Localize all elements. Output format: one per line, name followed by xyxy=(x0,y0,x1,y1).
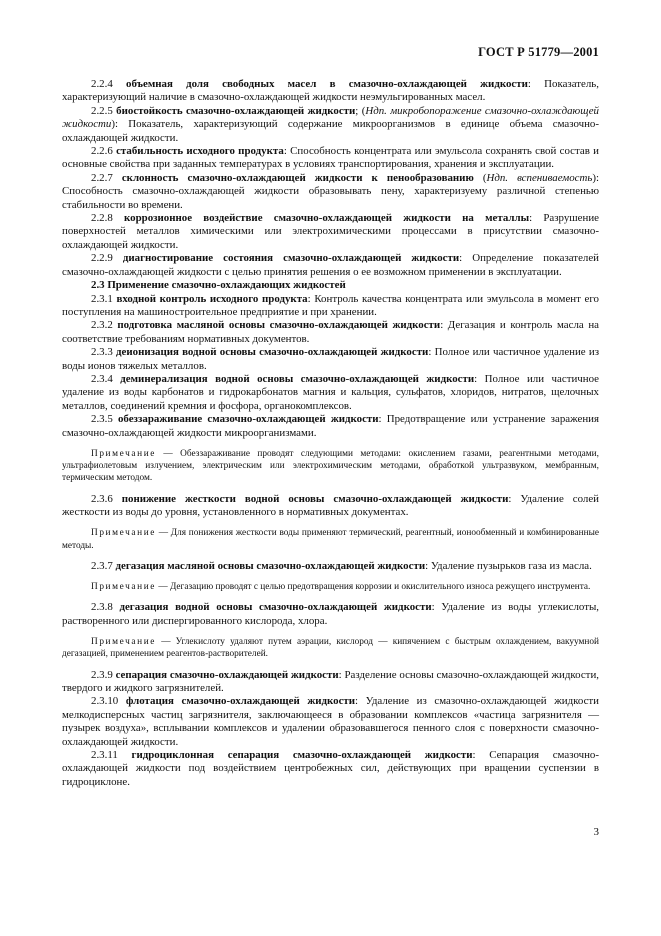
clause-number: 2.2.6 xyxy=(91,145,113,158)
clause-number: 2.2.9 xyxy=(91,252,113,265)
definition-paragraph xyxy=(62,413,599,440)
definition-text: : Удаление пузырьков газа из масла. xyxy=(425,559,592,572)
definition-paragraph xyxy=(62,695,599,749)
clause-number: 2.3.5 xyxy=(91,413,113,426)
note-paragraph xyxy=(62,448,599,485)
note-label: Примечание xyxy=(91,448,156,459)
term: деминерализация водной основы смазочно-охлаждающей жидкости xyxy=(120,372,475,385)
note-text: — Дегазацию проводят с целью предотвращения коррозии и окислительного износа режущего инструмента. xyxy=(156,582,591,593)
clause-number: 2.3.2 xyxy=(91,319,113,332)
term: подготовка масляной основы смазочно-охлаждающей жидкости xyxy=(117,319,441,332)
page-number: 3 xyxy=(593,826,599,838)
definition-paragraph xyxy=(62,212,599,252)
term: понижение жесткости водной основы смазочно-охлаждающей жидкости xyxy=(121,492,509,505)
clause-number: 2.3.9 xyxy=(91,668,113,681)
note-label: Примечание xyxy=(91,528,156,539)
definition-text: : Определение показателей смазочно-охлаждающей жидкости с целью принятия решения о ее возможном применении в эксплуатации. xyxy=(62,252,600,278)
term: коррозионное воздействие смазочно-охлаждающей жидкости на металлы xyxy=(124,212,530,225)
clause-number: 2.3.11 xyxy=(91,749,118,762)
term: входной контроль исходного продукта xyxy=(116,292,308,305)
definition-text: : Показатель, характеризующий наличие в смазочно-охлаждающей жидкости неэмульгированных масел. xyxy=(62,78,599,104)
note-label: Примечание xyxy=(91,637,156,648)
term: склонность смазочно-охлаждающей жидкости к пенообразованию xyxy=(121,171,474,184)
clause-number: 2.3.3 xyxy=(91,346,113,359)
definition-paragraph xyxy=(62,319,599,346)
document-header: ГОСТ Р 51779—2001 xyxy=(478,45,599,59)
definition-text: : Предотвращение или устранение заражения смазочно-охлаждающей жидкости микроорганизмами. xyxy=(62,413,599,439)
definition-paragraph xyxy=(62,172,599,212)
paren-open: ; ( xyxy=(355,104,366,117)
definition-text: : Полное или частичное удаление из воды карбонатов и гидрокарбонатов магния и кальция, сульфатов, хлоридов, нитратов, щелочных металлов, соединений кремния и фосфора, органокомплексов. xyxy=(62,372,600,412)
term: стабильность исходного продукта xyxy=(116,145,284,158)
clause-number: 2.3.6 xyxy=(91,492,113,505)
definition-text: : Полное или частичное удаление из воды ионов тяжелых металлов. xyxy=(62,346,599,372)
definition-text: : Удаление солей жесткости из воды до уровня, установленного в нормативных документах. xyxy=(62,492,599,518)
clause-number: 2.2.7 xyxy=(91,171,113,184)
definition-text: : Разрушение поверхностей металлов химическими или электрохимическими процессами в присутствии смазочно-охлаждающей жидкости. xyxy=(62,212,599,251)
definition-text: : Удаление из смазочно-охлаждающей жидкости мелкодисперсных частиц загрязнителя, заключающееся в образовании комплексов «частица загрязнителя — пузырек воздуха», всплывании комплексов и удалении образовавшегося пенного слоя с поверхности смазочно-охлаждающей жидкости. xyxy=(62,695,600,748)
clause-number: 2.2.8 xyxy=(91,212,113,225)
definition-paragraph xyxy=(62,78,599,105)
definition-paragraph xyxy=(62,346,599,373)
note-paragraph xyxy=(62,581,599,593)
clause-number: 2.3.10 xyxy=(91,695,119,708)
definition-text: : Дегазация и контроль масла на соответствие требованиям нормативных документов. xyxy=(62,319,599,345)
note-text: — Для понижения жесткости воды применяют термический, реагентный, ионообменный и комбинированные методы. xyxy=(62,528,599,551)
definition-paragraph xyxy=(62,669,599,696)
clause-number: 2.3.1 xyxy=(91,292,113,305)
clause-number: 2.3.7 xyxy=(91,559,113,572)
clause-number: 2.2.4 xyxy=(91,78,113,90)
definition-text: ): Способность смазочно-охлаждающей жидкости образовывать пену, характеризуему различной степенью стабильности во времени. xyxy=(62,171,599,211)
section-heading xyxy=(62,279,599,292)
definition-text: : Контроль качества концентрата или эмульсола в момент его поступления на машиностроительное предприятие и при хранении. xyxy=(62,292,600,318)
note-paragraph xyxy=(62,527,599,551)
definition-paragraph xyxy=(62,493,599,520)
definition-text: : Сепарация смазочно-охлаждающей жидкости под воздействием центробежных сил, действующих при вращении суспензии в гидроциклоне. xyxy=(62,749,599,788)
definition-paragraph xyxy=(62,373,599,413)
clause-number: 2.2.5 xyxy=(91,104,113,117)
term: диагностирование состояния смазочно-охлаждающей жидкости xyxy=(122,252,460,265)
definition-paragraph xyxy=(62,749,599,789)
term: деионизация водной основы смазочно-охлаждающей жидкости xyxy=(116,346,429,359)
note-label: Примечание xyxy=(91,582,156,593)
deprecated-term: Ндп. микробопоражение смазочно-охлаждающей жидкости xyxy=(62,104,599,131)
section-title: 2.3 Применение смазочно-охлаждающих жидкостей xyxy=(91,279,346,292)
term: объемная доля свободных масел в смазочно-охлаждающей жидкости xyxy=(126,78,528,90)
term: дегазация масляной основы смазочно-охлаждающей жидкости xyxy=(115,559,426,572)
definition-paragraph xyxy=(62,105,599,145)
term: сепарация смазочно-охлаждающей жидкости xyxy=(115,668,339,681)
term: гидроциклонная сепарация смазочно-охлаждающей жидкости xyxy=(131,749,473,762)
clause-number: 2.3.4 xyxy=(91,372,113,385)
definition-text: : Способность концентрата или эмульсола сохранять свой состав и основные свойства при заданных температурах в условиях транспортирования, хранения и эксплуатации. xyxy=(62,145,599,171)
definition-paragraph xyxy=(62,293,599,320)
term: флотация смазочно-охлаждающей жидкости xyxy=(125,695,356,708)
note-text: — Обеззараживание проводят следующими методами: окислением газами, реагентными методами, ультрафиолетовым излучением, электрическим или электрохимическим методами, обработкой ультразвуком, мембранным, термическим методом. xyxy=(62,448,599,484)
note-paragraph xyxy=(62,636,599,660)
definition-text: : Разделение основы смазочно-охлаждающей жидкости, твердого и жидкого загрязнителей. xyxy=(62,668,599,695)
definition-paragraph xyxy=(62,560,599,573)
definition-paragraph xyxy=(62,601,599,628)
term: дегазация водной основы смазочно-охлаждающей жидкости xyxy=(119,601,432,614)
term: обеззараживание смазочно-охлаждающей жидкости xyxy=(117,413,379,426)
note-text: — Углекислоту удаляют путем аэрации, кислород — кипячением с быстрым охлаждением, вакуумной дегазацией, применением реагентов-растворителей. xyxy=(62,637,599,660)
definition-paragraph xyxy=(62,252,599,279)
definition-paragraph xyxy=(62,145,599,172)
term: биостойкость смазочно-охлаждающей жидкости xyxy=(116,104,356,117)
definition-text: ): Показатель, характеризующий содержание микроорганизмов в единице объема смазочно-охлаждающей жидкости. xyxy=(62,118,599,144)
paren-open: ( xyxy=(473,171,487,184)
definition-text: : Удаление из воды углекислоты, растворенного или диспергированного кислорода, хлора. xyxy=(62,601,599,627)
deprecated-term: Ндп. вспениваемость xyxy=(486,171,593,184)
clause-number: 2.3.8 xyxy=(91,601,113,614)
document-body xyxy=(62,78,599,789)
